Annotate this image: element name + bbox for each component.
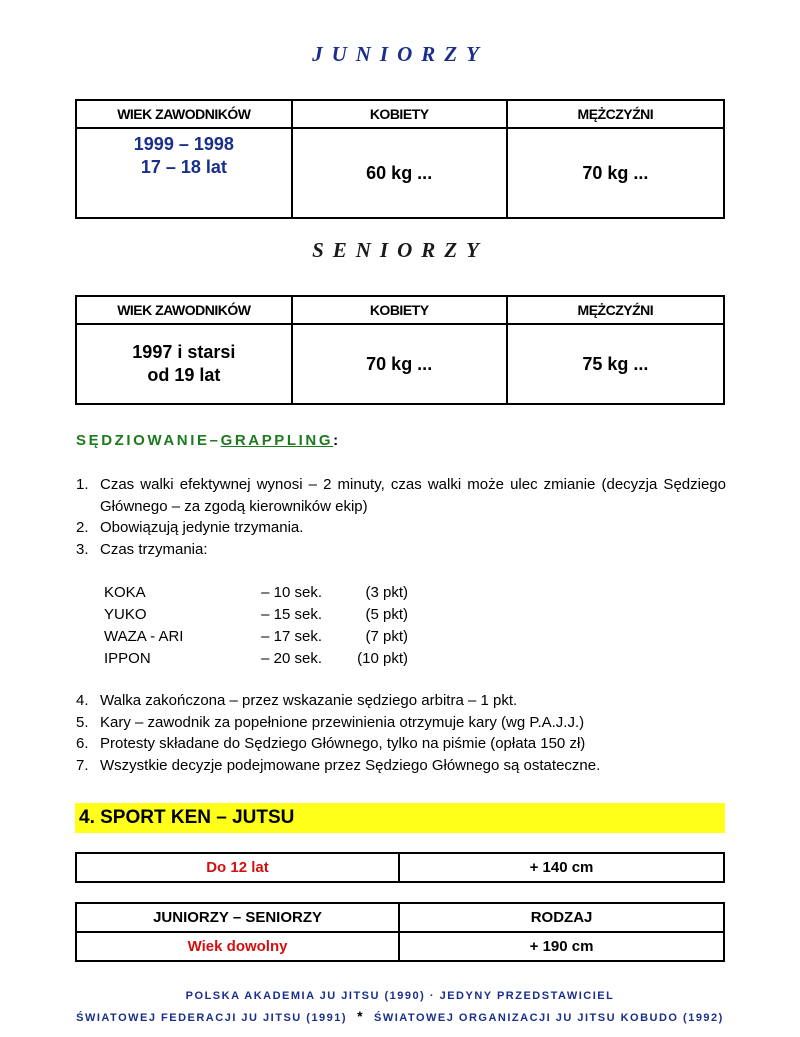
length-cell: + 190 cm (399, 932, 724, 961)
juniorzy-table (75, 99, 725, 219)
footer-line-1: POLSKA AKADEMIA JU JITSU (1990) · JEDYNY PRZEDSTAWICIEL (185, 990, 615, 1002)
rule-number: 7. (76, 756, 89, 774)
sedziowanie-heading (76, 432, 341, 449)
rule-text: Wszystkie decyzje podejmowane przez Sędziego Głównego są ostateczne. (100, 756, 601, 774)
heading-grappling: GRAPPLING (220, 432, 334, 449)
rule-text: Czas trzymania: (100, 540, 208, 558)
rule-text: Protesty składane do Sędziego Głównego, tylko na piśmie (opłata 150 zł) (100, 735, 586, 752)
hold-row (104, 582, 408, 604)
header-men: MĘŻCZYŹNI (507, 100, 724, 128)
age-years: 1997 i starsi (132, 342, 236, 362)
hold-points: (3 pkt) (365, 584, 408, 601)
footer-organization: ŚWIATOWEJ ORGANIZACJI JU JITSU KOBUDO (1992) (374, 1012, 724, 1024)
rule-text: Obowiązują jedynie trzymania. (100, 519, 304, 536)
juniorzy-title: JUNIORZY (312, 42, 488, 66)
header-category: JUNIORZY – SENIORZY (76, 903, 399, 932)
footer-federation: ŚWIATOWEJ FEDERACJI JU JITSU (1991) (76, 1012, 348, 1024)
rule-item (76, 712, 726, 734)
rule-number: 5. (76, 713, 89, 731)
hold-name: YUKO (104, 606, 147, 623)
men-weight: 70 kg ... (507, 128, 724, 218)
rule-number: 2. (76, 519, 89, 536)
hold-row (104, 648, 408, 670)
hold-time: – 10 sek. (261, 584, 322, 601)
age-cell: Wiek dowolny (76, 932, 399, 961)
rule-item (76, 474, 726, 517)
hold-points: (10 pkt) (357, 650, 408, 667)
hold-points: (5 pkt) (365, 606, 408, 623)
header-age: WIEK ZAWODNIKÓW (76, 296, 292, 324)
rule-number: 3. (76, 540, 89, 558)
hold-time: – 17 sek. (261, 628, 322, 645)
age-range: 17 – 18 lat (140, 157, 227, 177)
rules-list-b (76, 690, 726, 776)
rule-item (76, 539, 726, 561)
header-women: KOBIETY (292, 100, 507, 128)
rule-text: Czas walki efektywnej wynosi – 2 minuty, czas walki może ulec zmianie (decyzja Sędziego Głównego – za zgodą kierowników ekip) (100, 476, 726, 515)
age-cell (76, 324, 292, 404)
rule-number: 6. (76, 735, 89, 752)
heading-part1: SĘDZIOWANIE– (76, 432, 221, 449)
hold-row (104, 604, 408, 626)
ken-jutsu-table-kids (75, 852, 725, 883)
heading-colon: : (333, 432, 341, 449)
rule-number: 1. (76, 476, 89, 493)
header-men: MĘŻCZYŹNI (507, 296, 724, 324)
hold-time: – 15 sek. (261, 606, 322, 623)
hold-row (104, 626, 408, 648)
ken-jutsu-table-adults (75, 902, 725, 962)
hold-name: IPPON (104, 650, 151, 667)
seniorzy-table (75, 295, 725, 405)
rule-item (76, 517, 726, 539)
hold-name: KOKA (104, 584, 146, 601)
women-weight: 70 kg ... (292, 324, 507, 404)
hold-points: (7 pkt) (365, 628, 408, 645)
women-weight: 60 kg ... (292, 128, 507, 218)
header-type: RODZAJ (399, 903, 724, 932)
hold-name: WAZA - ARI (104, 628, 184, 645)
rule-item (76, 733, 726, 755)
age-cell: Do 12 lat (76, 853, 399, 882)
men-weight: 75 kg ... (507, 324, 724, 404)
rule-number: 4. (76, 692, 89, 709)
rule-item (76, 690, 726, 712)
hold-time: – 20 sek. (261, 650, 322, 667)
age-range: od 19 lat (147, 365, 221, 385)
seniorzy-title: SENIORZY (312, 238, 488, 262)
length-cell: + 140 cm (399, 853, 724, 882)
rule-text: Kary – zawodnik za popełnione przewinienia otrzymuje kary (wg P.A.J.J.) (100, 713, 585, 731)
age-cell (76, 128, 292, 218)
rule-text: Walka zakończona – przez wskazanie sędziego arbitra – 1 pkt. (100, 692, 518, 709)
rule-item (76, 755, 726, 777)
sport-ken-jutsu-heading: 4. SPORT KEN – JUTSU (75, 803, 725, 833)
header-age: WIEK ZAWODNIKÓW (76, 100, 292, 128)
header-women: KOBIETY (292, 296, 507, 324)
footer-line-2 (0, 1008, 800, 1024)
hold-times-list (104, 582, 408, 670)
rules-list-a (76, 474, 726, 560)
age-years: 1999 – 1998 (133, 134, 234, 154)
star-separator: * (357, 1008, 365, 1024)
